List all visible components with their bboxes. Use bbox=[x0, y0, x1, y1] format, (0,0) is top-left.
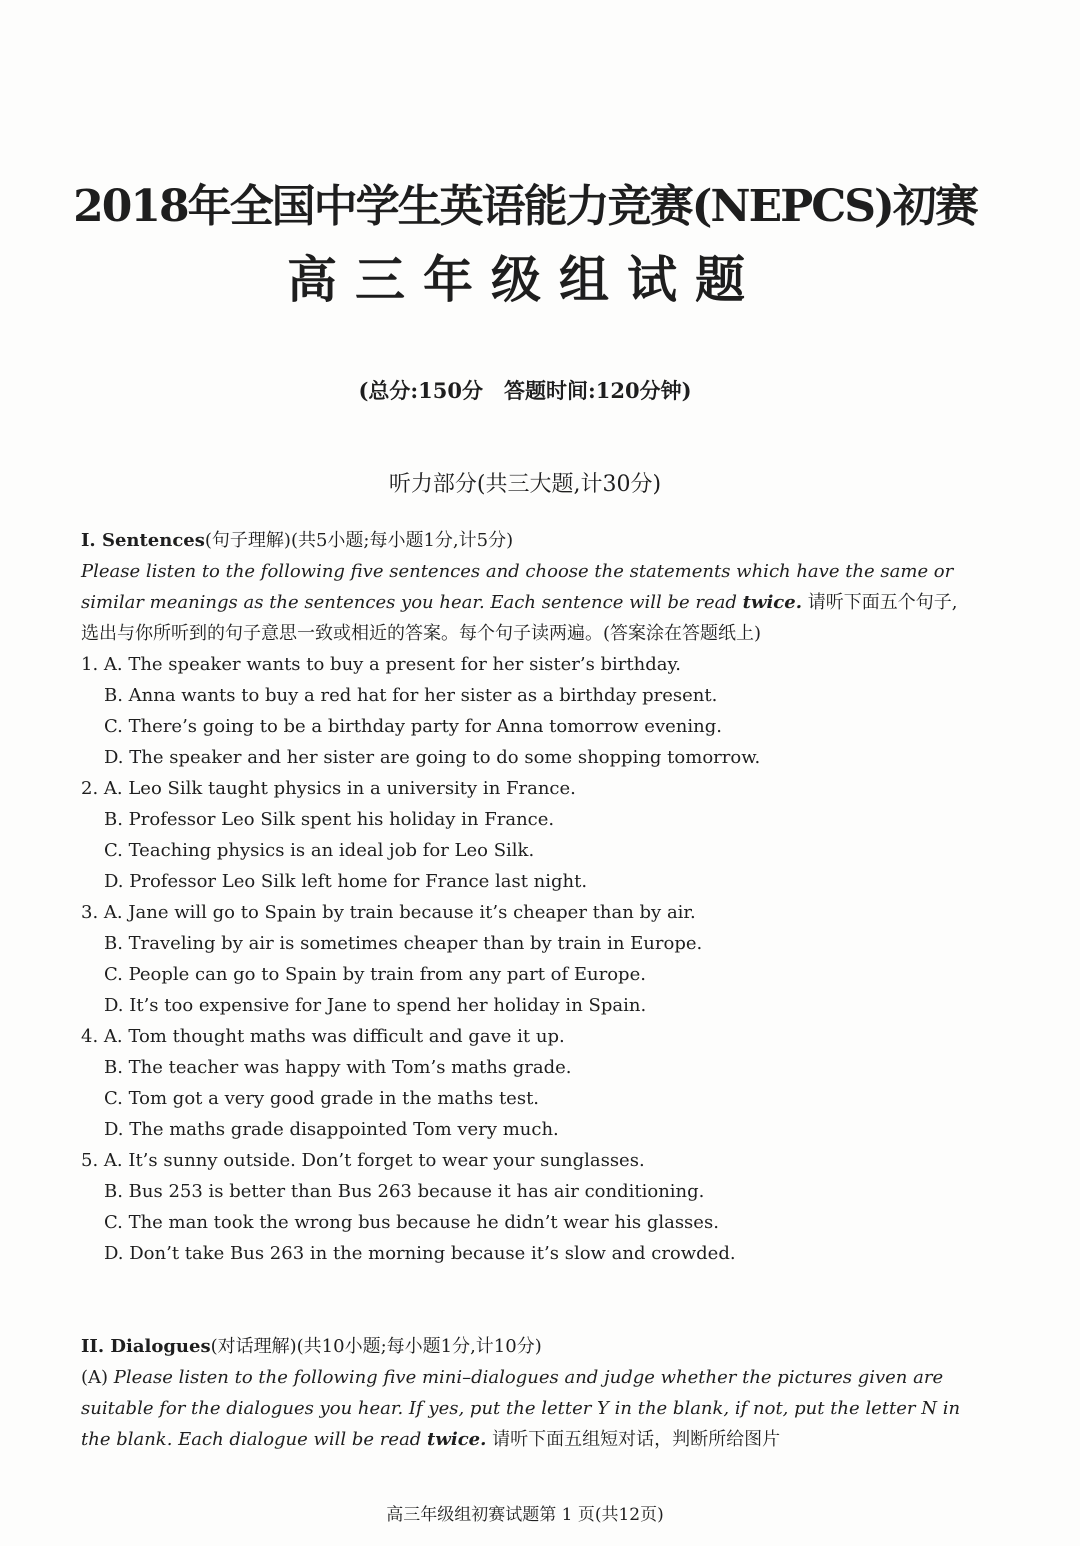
question-option: 4. A. Tom thought maths was difficult and gave it up. bbox=[81, 1026, 565, 1047]
score-time-info: (总分:150分 答题时间:120分钟) bbox=[358, 378, 692, 403]
question-option: 2. A. Leo Silk taught physics in a university in France. bbox=[81, 778, 576, 799]
question-option: 1. A. The speaker wants to buy a present for her sister’s birthday. bbox=[81, 654, 681, 675]
instructions-en: Please listen to the following five sentences and choose the statements which have the same or similar meanings as the sentences you hear. Each sentence will be read bbox=[81, 561, 954, 613]
section-instructions bbox=[81, 1362, 971, 1455]
question-option: C. People can go to Spain by train from any part of Europe. bbox=[104, 964, 646, 985]
section-heading bbox=[81, 525, 971, 556]
section-heading bbox=[81, 1331, 971, 1362]
question-option: C. The man took the wrong bus because he didn’t wear his glasses. bbox=[104, 1212, 719, 1233]
section-dialogues bbox=[81, 1331, 971, 1455]
section-instructions bbox=[81, 556, 971, 649]
section-title-cn: (对话理解) bbox=[210, 1336, 297, 1357]
section-title-cn: (句子理解) bbox=[204, 530, 291, 551]
question-3 bbox=[81, 897, 971, 1021]
listening-part-heading: 听力部分(共三大题,计30分) bbox=[388, 472, 662, 497]
instructions-cn: 请听下面五个句子,选出与你所听到的句子意思一致或相近的答案。每个句子读两遍。(答案涂在答题纸上) bbox=[81, 592, 958, 644]
question-option: D. The maths grade disappointed Tom very much. bbox=[104, 1119, 559, 1140]
section-points: (共5小题;每小题1分,计5分) bbox=[290, 530, 514, 551]
question-option: 3. A. Jane will go to Spain by train because it’s cheaper than by air. bbox=[81, 902, 696, 923]
question-option: B. Professor Leo Silk spent his holiday in France. bbox=[104, 809, 555, 830]
question-4 bbox=[81, 1021, 971, 1145]
instructions-twice: twice. bbox=[427, 1429, 487, 1450]
page-footer: 高三年级组初赛试题第 1 页(共12页) bbox=[386, 1505, 664, 1525]
question-option: C. Teaching physics is an ideal job for Leo Silk. bbox=[104, 840, 535, 861]
question-option: D. Professor Leo Silk left home for France last night. bbox=[104, 871, 588, 892]
question-1 bbox=[81, 649, 971, 773]
section-title: I. Sentences bbox=[81, 530, 205, 551]
question-option: B. The teacher was happy with Tom’s maths grade. bbox=[104, 1057, 572, 1078]
question-option: B. Bus 253 is better than Bus 263 because it has air conditioning. bbox=[104, 1181, 705, 1202]
question-option: D. The speaker and her sister are going to do some shopping tomorrow. bbox=[104, 747, 761, 768]
question-5 bbox=[81, 1145, 971, 1269]
part-label: (A) bbox=[81, 1367, 109, 1388]
instructions-cn: 请听下面五组短对话，判断所给图片 bbox=[486, 1429, 781, 1450]
question-option: B. Anna wants to buy a red hat for her sister as a birthday present. bbox=[104, 685, 718, 706]
exam-title: 2018年全国中学生英语能力竞赛(NEPCS)初赛 bbox=[73, 181, 977, 232]
question-2 bbox=[81, 773, 971, 897]
exam-subtitle: 高三年级组试题 bbox=[287, 250, 763, 309]
question-option: D. It’s too expensive for Jane to spend her holiday in Spain. bbox=[104, 995, 647, 1016]
question-option: C. There’s going to be a birthday party for Anna tomorrow evening. bbox=[104, 716, 722, 737]
question-option: B. Traveling by air is sometimes cheaper than by train in Europe. bbox=[104, 933, 703, 954]
section-points: (共10小题;每小题1分,计10分) bbox=[296, 1336, 542, 1357]
question-option: 5. A. It’s sunny outside. Don’t forget to wear your sunglasses. bbox=[81, 1150, 645, 1171]
section-sentences bbox=[81, 525, 971, 1269]
question-option: C. Tom got a very good grade in the maths test. bbox=[104, 1088, 540, 1109]
section-title: II. Dialogues bbox=[81, 1336, 211, 1357]
instructions-en: Please listen to the following five mini–dialogues and judge whether the pictures given are suitable for the dialogues you hear. If yes, put the letter Y in the blank, if not, put the letter N in the blank. Each dialogue will be read bbox=[81, 1367, 961, 1450]
instructions-twice: twice. bbox=[742, 592, 802, 613]
question-option: D. Don’t take Bus 263 in the morning because it’s slow and crowded. bbox=[104, 1243, 736, 1264]
